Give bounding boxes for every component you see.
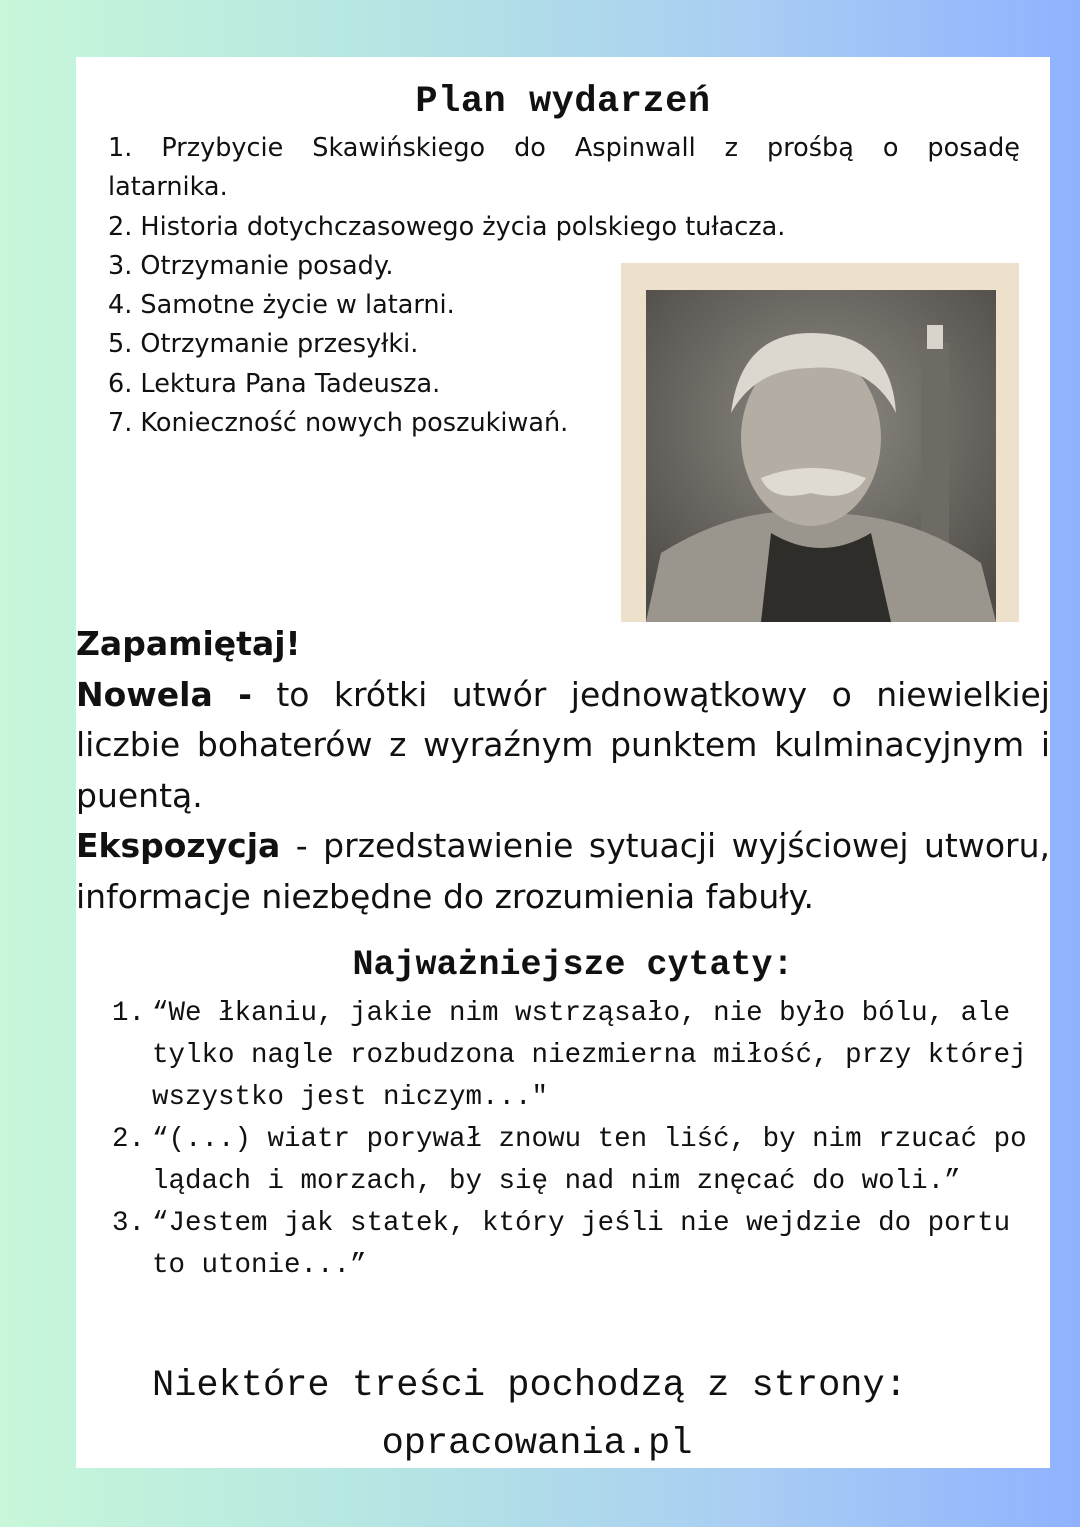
remember-section	[76, 619, 1050, 922]
quotes-list	[112, 993, 1052, 1287]
quote-text: “(...) wiatr porywał znowu ten liść, by nim rzucać po lądach i morzach, by się nad nim znęcać do woli.”	[152, 1124, 1027, 1197]
plan-item: 7. Konieczność nowych poszukiwań.	[108, 408, 569, 439]
term-ekspozycja: Ekspozycja	[76, 826, 281, 865]
quote-number: 3.	[112, 1208, 146, 1239]
quote-item	[112, 1119, 1052, 1203]
quote-number: 1.	[112, 998, 146, 1029]
quote-text: “Jestem jak statek, który jeśli nie wejdzie do portu to utonie...”	[152, 1208, 1011, 1281]
lighthouse-keeper-portrait	[621, 263, 1019, 622]
plan-item: 4. Samotne życie w latarni.	[108, 290, 455, 321]
plan-item: 5. Otrzymanie przesyłki.	[108, 329, 419, 360]
term-nowela: Nowela -	[76, 674, 252, 714]
document-page	[76, 57, 1050, 1468]
quote-item	[112, 1203, 1052, 1287]
plan-item: 1. Przybycie Skawińskiego do Aspinwall z prośbą o posadę	[108, 133, 1020, 163]
plan-item: 3. Otrzymanie posady.	[108, 250, 394, 281]
remember-heading: Zapamiętaj!	[76, 624, 301, 663]
source-site: opracowania.pl	[381, 1423, 693, 1465]
quote-number: 2.	[112, 1124, 146, 1155]
quote-text: “We łkaniu, jakie nim wstrząsało, nie było bólu, ale tylko nagle rozbudzona niezmierna miłość, przy której wszystko jest niczym..."	[152, 998, 1027, 1113]
plan-title: Plan wydarzeń	[415, 81, 711, 123]
ekspozycja-definition: - przedstawienie sytuacji wyjściowej utworu, informacje niezbędne do zrozumienia fabuły.	[76, 826, 1050, 916]
plan-item: 6. Lektura Pana Tadeusza.	[108, 368, 441, 399]
source-note: Niektóre treści pochodzą z strony:	[152, 1365, 907, 1407]
definition-ekspozycja	[76, 821, 1050, 922]
plan-item: latarnika.	[108, 172, 228, 203]
nowela-definition: to krótki utwór jednowątkowy o niewielkiej liczbie bohaterów z wyraźnym punktem kulminacyjnym i puentą.	[76, 674, 1050, 815]
quote-item	[112, 993, 1052, 1119]
plan-item: 2. Historia dotychczasowego życia polskiego tułacza.	[108, 211, 786, 242]
definition-nowela	[76, 670, 1050, 822]
quotes-title: Najważniejsze cytaty:	[352, 945, 794, 985]
